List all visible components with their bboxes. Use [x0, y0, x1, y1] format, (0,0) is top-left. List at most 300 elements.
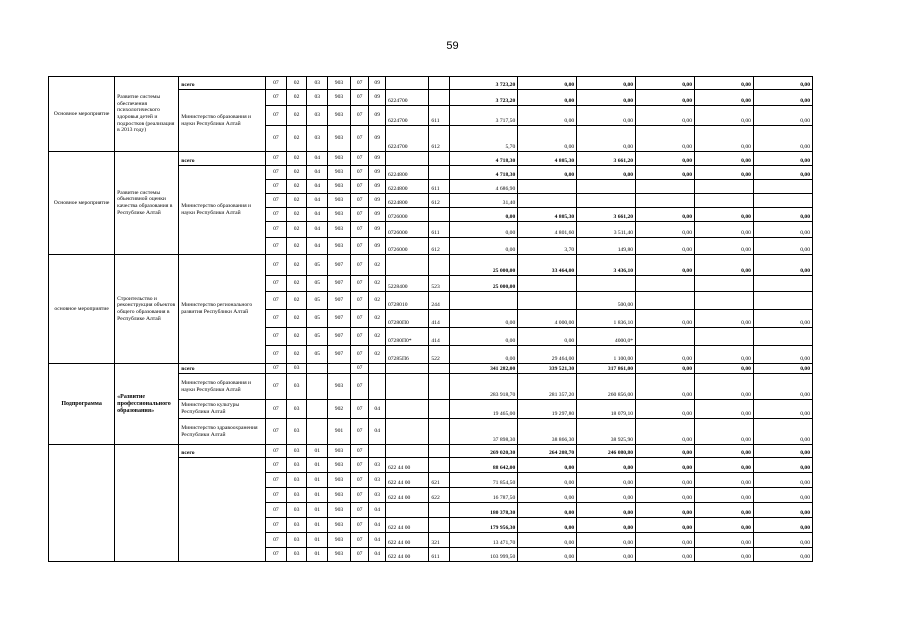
- value-cell: 321: [429, 533, 450, 548]
- value-cell: 0,00: [577, 533, 636, 548]
- value-cell: 0,00: [753, 419, 812, 445]
- value-cell: [695, 194, 754, 208]
- value-cell: [385, 77, 428, 90]
- value-cell: 07: [266, 503, 287, 518]
- value-cell: [429, 77, 450, 90]
- value-cell: 29 464,00: [518, 346, 577, 364]
- value-cell: 04: [307, 208, 328, 222]
- value-cell: 03: [286, 488, 307, 503]
- value-cell: 0,00: [695, 419, 754, 445]
- value-cell: 0,00: [636, 503, 695, 518]
- value-cell: 16 787,50: [450, 488, 518, 503]
- value-cell: 0,00: [577, 473, 636, 488]
- value-cell: 07: [266, 533, 287, 548]
- value-cell: 0,00: [753, 533, 812, 548]
- value-cell: [429, 166, 450, 180]
- value-cell: 01: [307, 503, 328, 518]
- value-cell: 05: [307, 255, 328, 276]
- value-cell: 903: [328, 106, 351, 126]
- value-cell: 0,00: [753, 458, 812, 473]
- value-cell: [636, 194, 695, 208]
- value-cell: [429, 364, 450, 374]
- value-cell: 19 297,80: [518, 400, 577, 419]
- value-cell: 0,00: [695, 458, 754, 473]
- value-cell: 37 898,30: [450, 419, 518, 445]
- value-cell: 01: [307, 445, 328, 458]
- value-cell: 07: [266, 400, 287, 419]
- value-cell: 07: [350, 488, 369, 503]
- value-cell: 6224700: [385, 126, 428, 152]
- value-cell: 622 44 00: [385, 518, 428, 533]
- value-cell: [385, 400, 428, 419]
- value-cell: 414: [429, 328, 450, 346]
- value-cell: 02: [286, 328, 307, 346]
- value-cell: 04: [307, 180, 328, 194]
- value-cell: 02: [369, 276, 386, 292]
- value-cell: 01: [307, 533, 328, 548]
- value-cell: 622 44 00: [385, 533, 428, 548]
- value-cell: 09: [369, 222, 386, 238]
- value-cell: 0,00: [695, 488, 754, 503]
- value-cell: 0,00: [636, 533, 695, 548]
- value-cell: 02: [286, 106, 307, 126]
- value-cell: 0,00: [636, 90, 695, 106]
- value-cell: 0,00: [636, 106, 695, 126]
- value-cell: [307, 419, 328, 445]
- value-cell: 0,00: [518, 503, 577, 518]
- value-cell: [577, 276, 636, 292]
- value-cell: [429, 518, 450, 533]
- measure-name-cell: Строительство и реконструкция объектов общего образования в Республике Алтай: [115, 255, 179, 364]
- value-cell: 621: [429, 473, 450, 488]
- value-cell: 07: [350, 533, 369, 548]
- value-cell: 0,00: [636, 458, 695, 473]
- value-cell: 01: [307, 458, 328, 473]
- value-cell: 0,00: [636, 445, 695, 458]
- value-cell: 612: [429, 126, 450, 152]
- value-cell: 0,00: [636, 419, 695, 445]
- value-cell: 0,00: [753, 106, 812, 126]
- value-cell: [385, 445, 428, 458]
- value-cell: 13 471,70: [450, 533, 518, 548]
- value-cell: 01: [307, 518, 328, 533]
- value-cell: 0,00: [695, 90, 754, 106]
- value-cell: 07: [266, 518, 287, 533]
- total-label-cell: всего: [179, 152, 266, 166]
- value-cell: [753, 292, 812, 310]
- value-cell: 0,00: [518, 488, 577, 503]
- value-cell: 903: [328, 208, 351, 222]
- value-cell: 0,00: [577, 488, 636, 503]
- value-cell: 903: [328, 152, 351, 166]
- value-cell: 3 511,40: [577, 222, 636, 238]
- value-cell: 02: [286, 166, 307, 180]
- value-cell: 09: [369, 90, 386, 106]
- value-cell: 02: [286, 222, 307, 238]
- value-cell: [577, 180, 636, 194]
- value-cell: 07: [350, 194, 369, 208]
- value-cell: 03: [286, 473, 307, 488]
- executor-cell: Министерство образования и науки Республики Алтай: [179, 90, 266, 152]
- value-cell: [429, 255, 450, 276]
- value-cell: 03: [369, 488, 386, 503]
- value-cell: 02: [286, 238, 307, 255]
- value-cell: 903: [328, 488, 351, 503]
- value-cell: 09: [369, 180, 386, 194]
- value-cell: 0,00: [636, 238, 695, 255]
- value-cell: 0,00: [753, 374, 812, 400]
- value-cell: [369, 445, 386, 458]
- value-cell: 07: [350, 374, 369, 400]
- value-cell: 414: [429, 310, 450, 328]
- value-cell: 09: [369, 208, 386, 222]
- value-cell: [429, 152, 450, 166]
- value-cell: 0,00: [636, 473, 695, 488]
- value-cell: 0,00: [753, 238, 812, 255]
- value-cell: 02: [369, 255, 386, 276]
- value-cell: [369, 364, 386, 374]
- value-cell: 07: [266, 458, 287, 473]
- value-cell: 0,00: [695, 126, 754, 152]
- value-cell: 0,00: [518, 106, 577, 126]
- value-cell: 0,00: [636, 222, 695, 238]
- measure-name-cell: «Развитие профессионального образования»: [115, 364, 179, 445]
- value-cell: 07: [350, 106, 369, 126]
- value-cell: 4 000,00: [518, 310, 577, 328]
- value-cell: 903: [328, 77, 351, 90]
- value-cell: 07: [266, 473, 287, 488]
- value-cell: 07: [266, 166, 287, 180]
- category-cell: Основное мероприятие: [49, 77, 115, 152]
- value-cell: 07: [266, 346, 287, 364]
- value-cell: 0,00: [636, 126, 695, 152]
- value-cell: 5,70: [450, 126, 518, 152]
- value-cell: 903: [328, 238, 351, 255]
- value-cell: 0,00: [753, 152, 812, 166]
- value-cell: 04: [369, 419, 386, 445]
- value-cell: 611: [429, 180, 450, 194]
- value-cell: 03: [369, 458, 386, 473]
- value-cell: 611: [429, 106, 450, 126]
- value-cell: [307, 374, 328, 400]
- value-cell: 0728010: [385, 292, 428, 310]
- value-cell: 07: [350, 238, 369, 255]
- value-cell: 260 856,00: [577, 374, 636, 400]
- value-cell: 02: [369, 310, 386, 328]
- executor-cell: Министерство культуры Республики Алтай: [179, 400, 266, 419]
- executor-cell: Министерство образования и науки Республики Алтай: [179, 166, 266, 255]
- value-cell: 02: [286, 90, 307, 106]
- value-cell: 07285П6: [385, 346, 428, 364]
- value-cell: 264 208,70: [518, 445, 577, 458]
- value-cell: 05: [307, 292, 328, 310]
- value-cell: 522: [429, 346, 450, 364]
- value-cell: 622 44 00: [385, 488, 428, 503]
- table-row: [49, 445, 813, 458]
- value-cell: 3 723,20: [450, 77, 518, 90]
- value-cell: 07: [266, 548, 287, 562]
- value-cell: 0,00: [753, 364, 812, 374]
- value-cell: 907: [328, 276, 351, 292]
- value-cell: 903: [328, 548, 351, 562]
- value-cell: 0,00: [450, 208, 518, 222]
- value-cell: 07: [266, 292, 287, 310]
- value-cell: 6224800: [385, 166, 428, 180]
- value-cell: 0,00: [636, 310, 695, 328]
- value-cell: 03: [286, 518, 307, 533]
- total-label-cell: всего: [179, 77, 266, 90]
- value-cell: 0,00: [577, 548, 636, 562]
- value-cell: 09: [369, 106, 386, 126]
- value-cell: 1 836,10: [577, 310, 636, 328]
- value-cell: 903: [328, 458, 351, 473]
- value-cell: 07: [350, 458, 369, 473]
- value-cell: [385, 374, 428, 400]
- value-cell: 0,00: [753, 445, 812, 458]
- value-cell: 07: [266, 194, 287, 208]
- value-cell: 0,00: [695, 533, 754, 548]
- value-cell: 903: [328, 533, 351, 548]
- value-cell: 03: [369, 473, 386, 488]
- value-cell: 180 378,30: [450, 503, 518, 518]
- value-cell: [385, 419, 428, 445]
- value-cell: 03: [307, 77, 328, 90]
- value-cell: 0,00: [695, 400, 754, 419]
- value-cell: 03: [286, 374, 307, 400]
- value-cell: 317 861,00: [577, 364, 636, 374]
- value-cell: 0,00: [695, 166, 754, 180]
- value-cell: [636, 276, 695, 292]
- value-cell: 07: [266, 152, 287, 166]
- value-cell: 07: [266, 255, 287, 276]
- value-cell: [518, 194, 577, 208]
- value-cell: 622 44 00: [385, 548, 428, 562]
- value-cell: [695, 180, 754, 194]
- value-cell: 07: [350, 473, 369, 488]
- executor-cell: [179, 458, 266, 562]
- value-cell: 903: [328, 90, 351, 106]
- value-cell: 0,00: [695, 208, 754, 222]
- value-cell: 907: [328, 292, 351, 310]
- value-cell: 0,00: [753, 548, 812, 562]
- value-cell: 25 000,00: [450, 255, 518, 276]
- value-cell: 5228400: [385, 276, 428, 292]
- value-cell: [695, 292, 754, 310]
- value-cell: 4 805,30: [518, 208, 577, 222]
- measure-name-cell: [115, 445, 179, 562]
- value-cell: 244: [429, 292, 450, 310]
- value-cell: 0,00: [695, 77, 754, 90]
- value-cell: 0,00: [636, 400, 695, 419]
- value-cell: 3 661,20: [577, 152, 636, 166]
- category-cell: Подпрограмма: [49, 364, 115, 445]
- value-cell: 0,00: [636, 364, 695, 374]
- value-cell: 1 100,00: [577, 346, 636, 364]
- value-cell: 903: [328, 518, 351, 533]
- value-cell: 0,00: [695, 152, 754, 166]
- value-cell: 903: [328, 166, 351, 180]
- executor-cell: Министерство здравоохранения Республики Алтай: [179, 419, 266, 445]
- value-cell: 07: [350, 419, 369, 445]
- value-cell: 07: [350, 503, 369, 518]
- value-cell: [636, 180, 695, 194]
- value-cell: 0,00: [695, 548, 754, 562]
- value-cell: 07: [266, 222, 287, 238]
- value-cell: 07: [350, 400, 369, 419]
- value-cell: 07: [266, 374, 287, 400]
- value-cell: 0,00: [577, 106, 636, 126]
- value-cell: 07: [350, 208, 369, 222]
- value-cell: 0,00: [695, 503, 754, 518]
- value-cell: 0,00: [577, 518, 636, 533]
- value-cell: 0,00: [518, 533, 577, 548]
- value-cell: 04: [369, 503, 386, 518]
- value-cell: 03: [286, 533, 307, 548]
- value-cell: 02: [286, 310, 307, 328]
- value-cell: 0726000: [385, 222, 428, 238]
- value-cell: 02: [286, 292, 307, 310]
- value-cell: 07: [350, 346, 369, 364]
- value-cell: 0,00: [636, 255, 695, 276]
- value-cell: 907: [328, 346, 351, 364]
- value-cell: 07: [350, 445, 369, 458]
- value-cell: 0,00: [753, 488, 812, 503]
- value-cell: [307, 400, 328, 419]
- value-cell: 0,00: [753, 518, 812, 533]
- value-cell: 02: [286, 255, 307, 276]
- value-cell: 01: [307, 473, 328, 488]
- value-cell: 0,00: [518, 126, 577, 152]
- value-cell: [385, 503, 428, 518]
- value-cell: [636, 328, 695, 346]
- value-cell: 0,00: [695, 238, 754, 255]
- value-cell: [429, 400, 450, 419]
- value-cell: 02: [286, 77, 307, 90]
- value-cell: 0726000: [385, 238, 428, 255]
- value-cell: [429, 90, 450, 106]
- value-cell: 01: [307, 488, 328, 503]
- value-cell: 07: [350, 548, 369, 562]
- value-cell: 622: [429, 488, 450, 503]
- value-cell: 0,00: [695, 346, 754, 364]
- value-cell: [518, 292, 577, 310]
- value-cell: 05: [307, 310, 328, 328]
- value-cell: 907: [328, 255, 351, 276]
- value-cell: 0,00: [695, 106, 754, 126]
- value-cell: 0,00: [518, 77, 577, 90]
- value-cell: 0,00: [450, 328, 518, 346]
- value-cell: 6224700: [385, 106, 428, 126]
- value-cell: 07: [266, 488, 287, 503]
- value-cell: 07: [350, 152, 369, 166]
- value-cell: 07: [350, 310, 369, 328]
- value-cell: 0,00: [636, 77, 695, 90]
- value-cell: 903: [328, 222, 351, 238]
- value-cell: 05: [307, 328, 328, 346]
- value-cell: 903: [328, 180, 351, 194]
- value-cell: 612: [429, 238, 450, 255]
- value-cell: 09: [369, 126, 386, 152]
- value-cell: 0,00: [636, 374, 695, 400]
- category-cell: Основное мероприятие: [49, 152, 115, 255]
- table-row: [49, 77, 813, 90]
- value-cell: 07: [350, 180, 369, 194]
- value-cell: 622 44 00: [385, 458, 428, 473]
- value-cell: 02: [286, 152, 307, 166]
- value-cell: 02: [369, 328, 386, 346]
- value-cell: 0,00: [636, 548, 695, 562]
- value-cell: 02: [286, 194, 307, 208]
- value-cell: 03: [286, 400, 307, 419]
- value-cell: 500,00: [577, 292, 636, 310]
- value-cell: 0,00: [636, 488, 695, 503]
- value-cell: 07: [350, 276, 369, 292]
- value-cell: 31,40: [450, 194, 518, 208]
- value-cell: 0,00: [753, 346, 812, 364]
- table-row: [49, 364, 813, 374]
- category-cell: основное мероприятие: [49, 255, 115, 364]
- value-cell: 07: [266, 276, 287, 292]
- value-cell: 0,00: [636, 208, 695, 222]
- value-cell: 07: [266, 419, 287, 445]
- value-cell: 6224800: [385, 180, 428, 194]
- value-cell: 09: [369, 152, 386, 166]
- value-cell: 0,00: [636, 152, 695, 166]
- value-cell: 179 956,30: [450, 518, 518, 533]
- value-cell: [753, 180, 812, 194]
- value-cell: 0,00: [695, 445, 754, 458]
- value-cell: 88 642,00: [450, 458, 518, 473]
- value-cell: 0,00: [753, 90, 812, 106]
- value-cell: 03: [307, 90, 328, 106]
- value-cell: 03: [286, 419, 307, 445]
- value-cell: 07: [266, 445, 287, 458]
- value-cell: 04: [307, 238, 328, 255]
- value-cell: 0,00: [518, 328, 577, 346]
- value-cell: 07280П0*: [385, 328, 428, 346]
- value-cell: 903: [328, 445, 351, 458]
- page-number: 59: [446, 40, 459, 52]
- value-cell: 0,00: [450, 346, 518, 364]
- value-cell: [450, 292, 518, 310]
- measure-name-cell: Развитие системы объективной оценки качества образования в Республике Алтай: [115, 152, 179, 255]
- value-cell: 0,00: [450, 310, 518, 328]
- value-cell: 3 717,50: [450, 106, 518, 126]
- value-cell: [385, 152, 428, 166]
- value-cell: 19 465,00: [450, 400, 518, 419]
- total-label-cell: всего: [179, 364, 266, 374]
- value-cell: 0,00: [753, 503, 812, 518]
- value-cell: 903: [328, 473, 351, 488]
- value-cell: 02: [369, 346, 386, 364]
- value-cell: 03: [307, 126, 328, 152]
- value-cell: 0,00: [518, 548, 577, 562]
- value-cell: 07: [350, 126, 369, 152]
- value-cell: 07: [266, 90, 287, 106]
- value-cell: 907: [328, 310, 351, 328]
- value-cell: [577, 194, 636, 208]
- value-cell: [695, 276, 754, 292]
- value-cell: 07: [350, 328, 369, 346]
- value-cell: 03: [286, 548, 307, 562]
- value-cell: 0,00: [753, 166, 812, 180]
- value-cell: 03: [286, 364, 307, 374]
- value-cell: 4 718,30: [450, 152, 518, 166]
- value-cell: 0,00: [695, 374, 754, 400]
- value-cell: [307, 364, 328, 374]
- value-cell: 04: [369, 400, 386, 419]
- value-cell: 07: [350, 255, 369, 276]
